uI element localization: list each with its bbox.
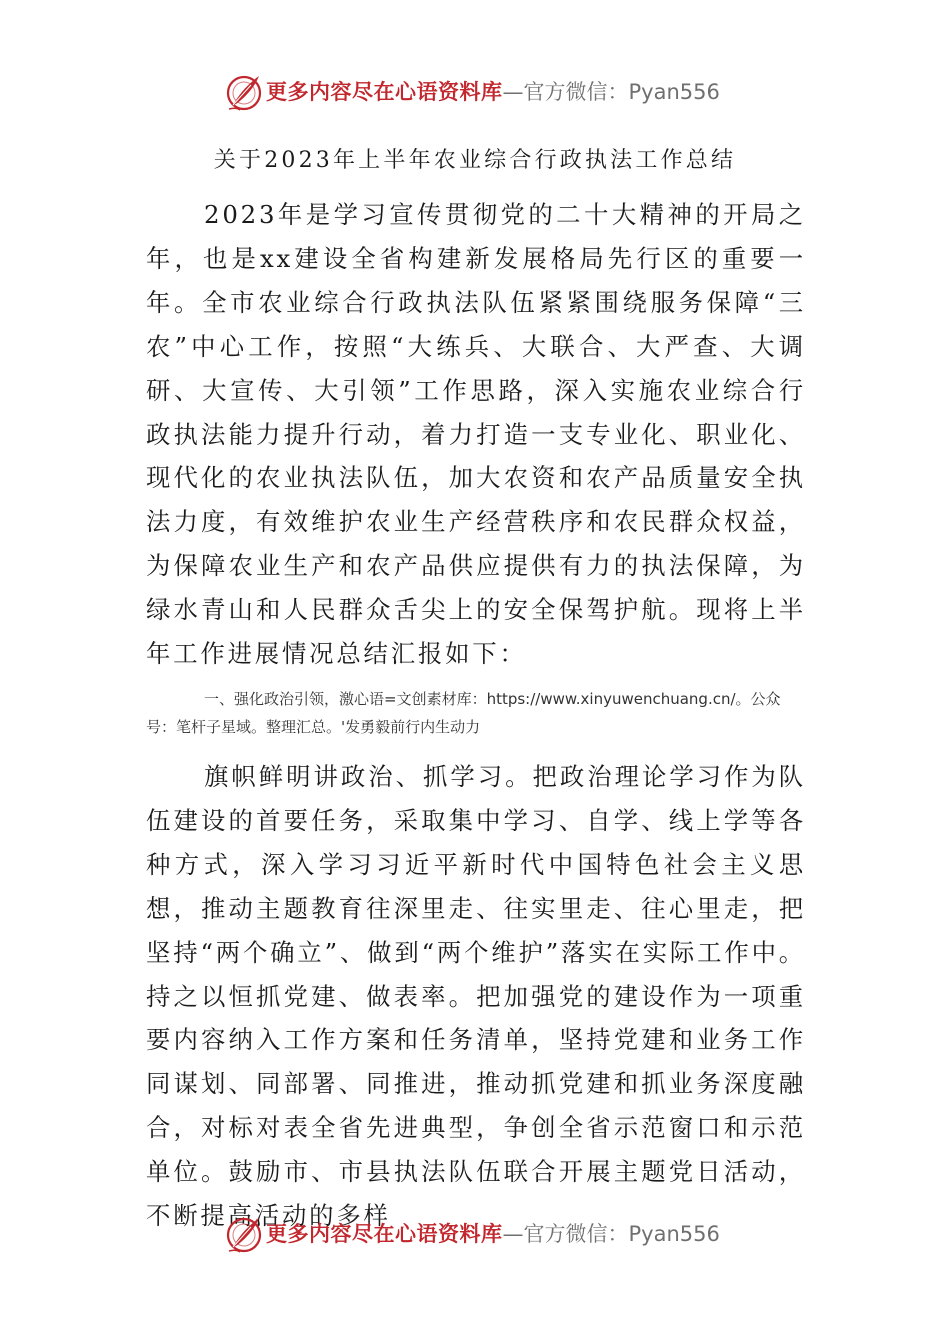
banner-brand-text: 更多内容尽在心语资料库: [266, 1222, 503, 1246]
quill-pen-logo-icon: [224, 72, 264, 112]
banner-text: [266, 1218, 720, 1250]
banner-text: [266, 76, 720, 108]
banner-wechat-text: —官方微信：Pyan556: [502, 1222, 720, 1246]
header-banner: [0, 70, 950, 114]
banner-wechat-text: —官方微信：Pyan556: [502, 80, 720, 104]
banner-brand-text: 更多内容尽在心语资料库: [266, 80, 503, 104]
body-paragraph: 旗帜鲜明讲政治、抓学习。把政治理论学习作为队伍建设的首要任务，采取集中学习、自学、线上学等各种方式，深入学习习近平新时代中国特色社会主义思想，推动主题教育往深里走、往实里走、往心里走，把坚持“两个确立”、做到“两个维护”落实在实际工作中。持之以恒抓党建、做表率。把加强党的建设作为一项重要内容纳入工作方案和任务清单，坚持党建和业务工作同谋划、同部署、同推进，推动抓党建和抓业务深度融合，对标对表全省先进典型，争创全省示范窗口和示范单位。鼓励市、市县执法队伍联合开展主题党日活动，不断提高活动的多样: [146, 762, 806, 1231]
section-heading: 一、强化政治引领，激心语=文创素材库：https://www.xinyuwenchuang.cn/。公众号：笔杆子星域。整理汇总。'发勇毅前行内生动力: [146, 690, 781, 736]
quill-pen-logo-icon: [224, 1214, 264, 1254]
document-title: 关于2023年上半年农业综合行政执法工作总结: [213, 148, 737, 173]
intro-paragraph: 2023年是学习宣传贯彻党的二十大精神的开局之年，也是xx建设全省构建新发展格局先行区的重要一年。全市农业综合行政执法队伍紧紧围绕服务保障“三农”中心工作，按照“大练兵、大联合、大严查、大调研、大宣传、大引领”工作思路，深入实施农业综合行政执法能力提升行动，着力打造一支专业化、职业化、现代化的农业执法队伍，加大农资和农产品质量安全执法力度，有效维护农业生产经营秩序和农民群众权益，为保障农业生产和农产品供应提供有力的执法保障，为绿水青山和人民群众舌尖上的安全保驾护航。现将上半年工作进展情况总结汇报如下：: [146, 200, 806, 669]
footer-banner: [0, 1212, 950, 1256]
